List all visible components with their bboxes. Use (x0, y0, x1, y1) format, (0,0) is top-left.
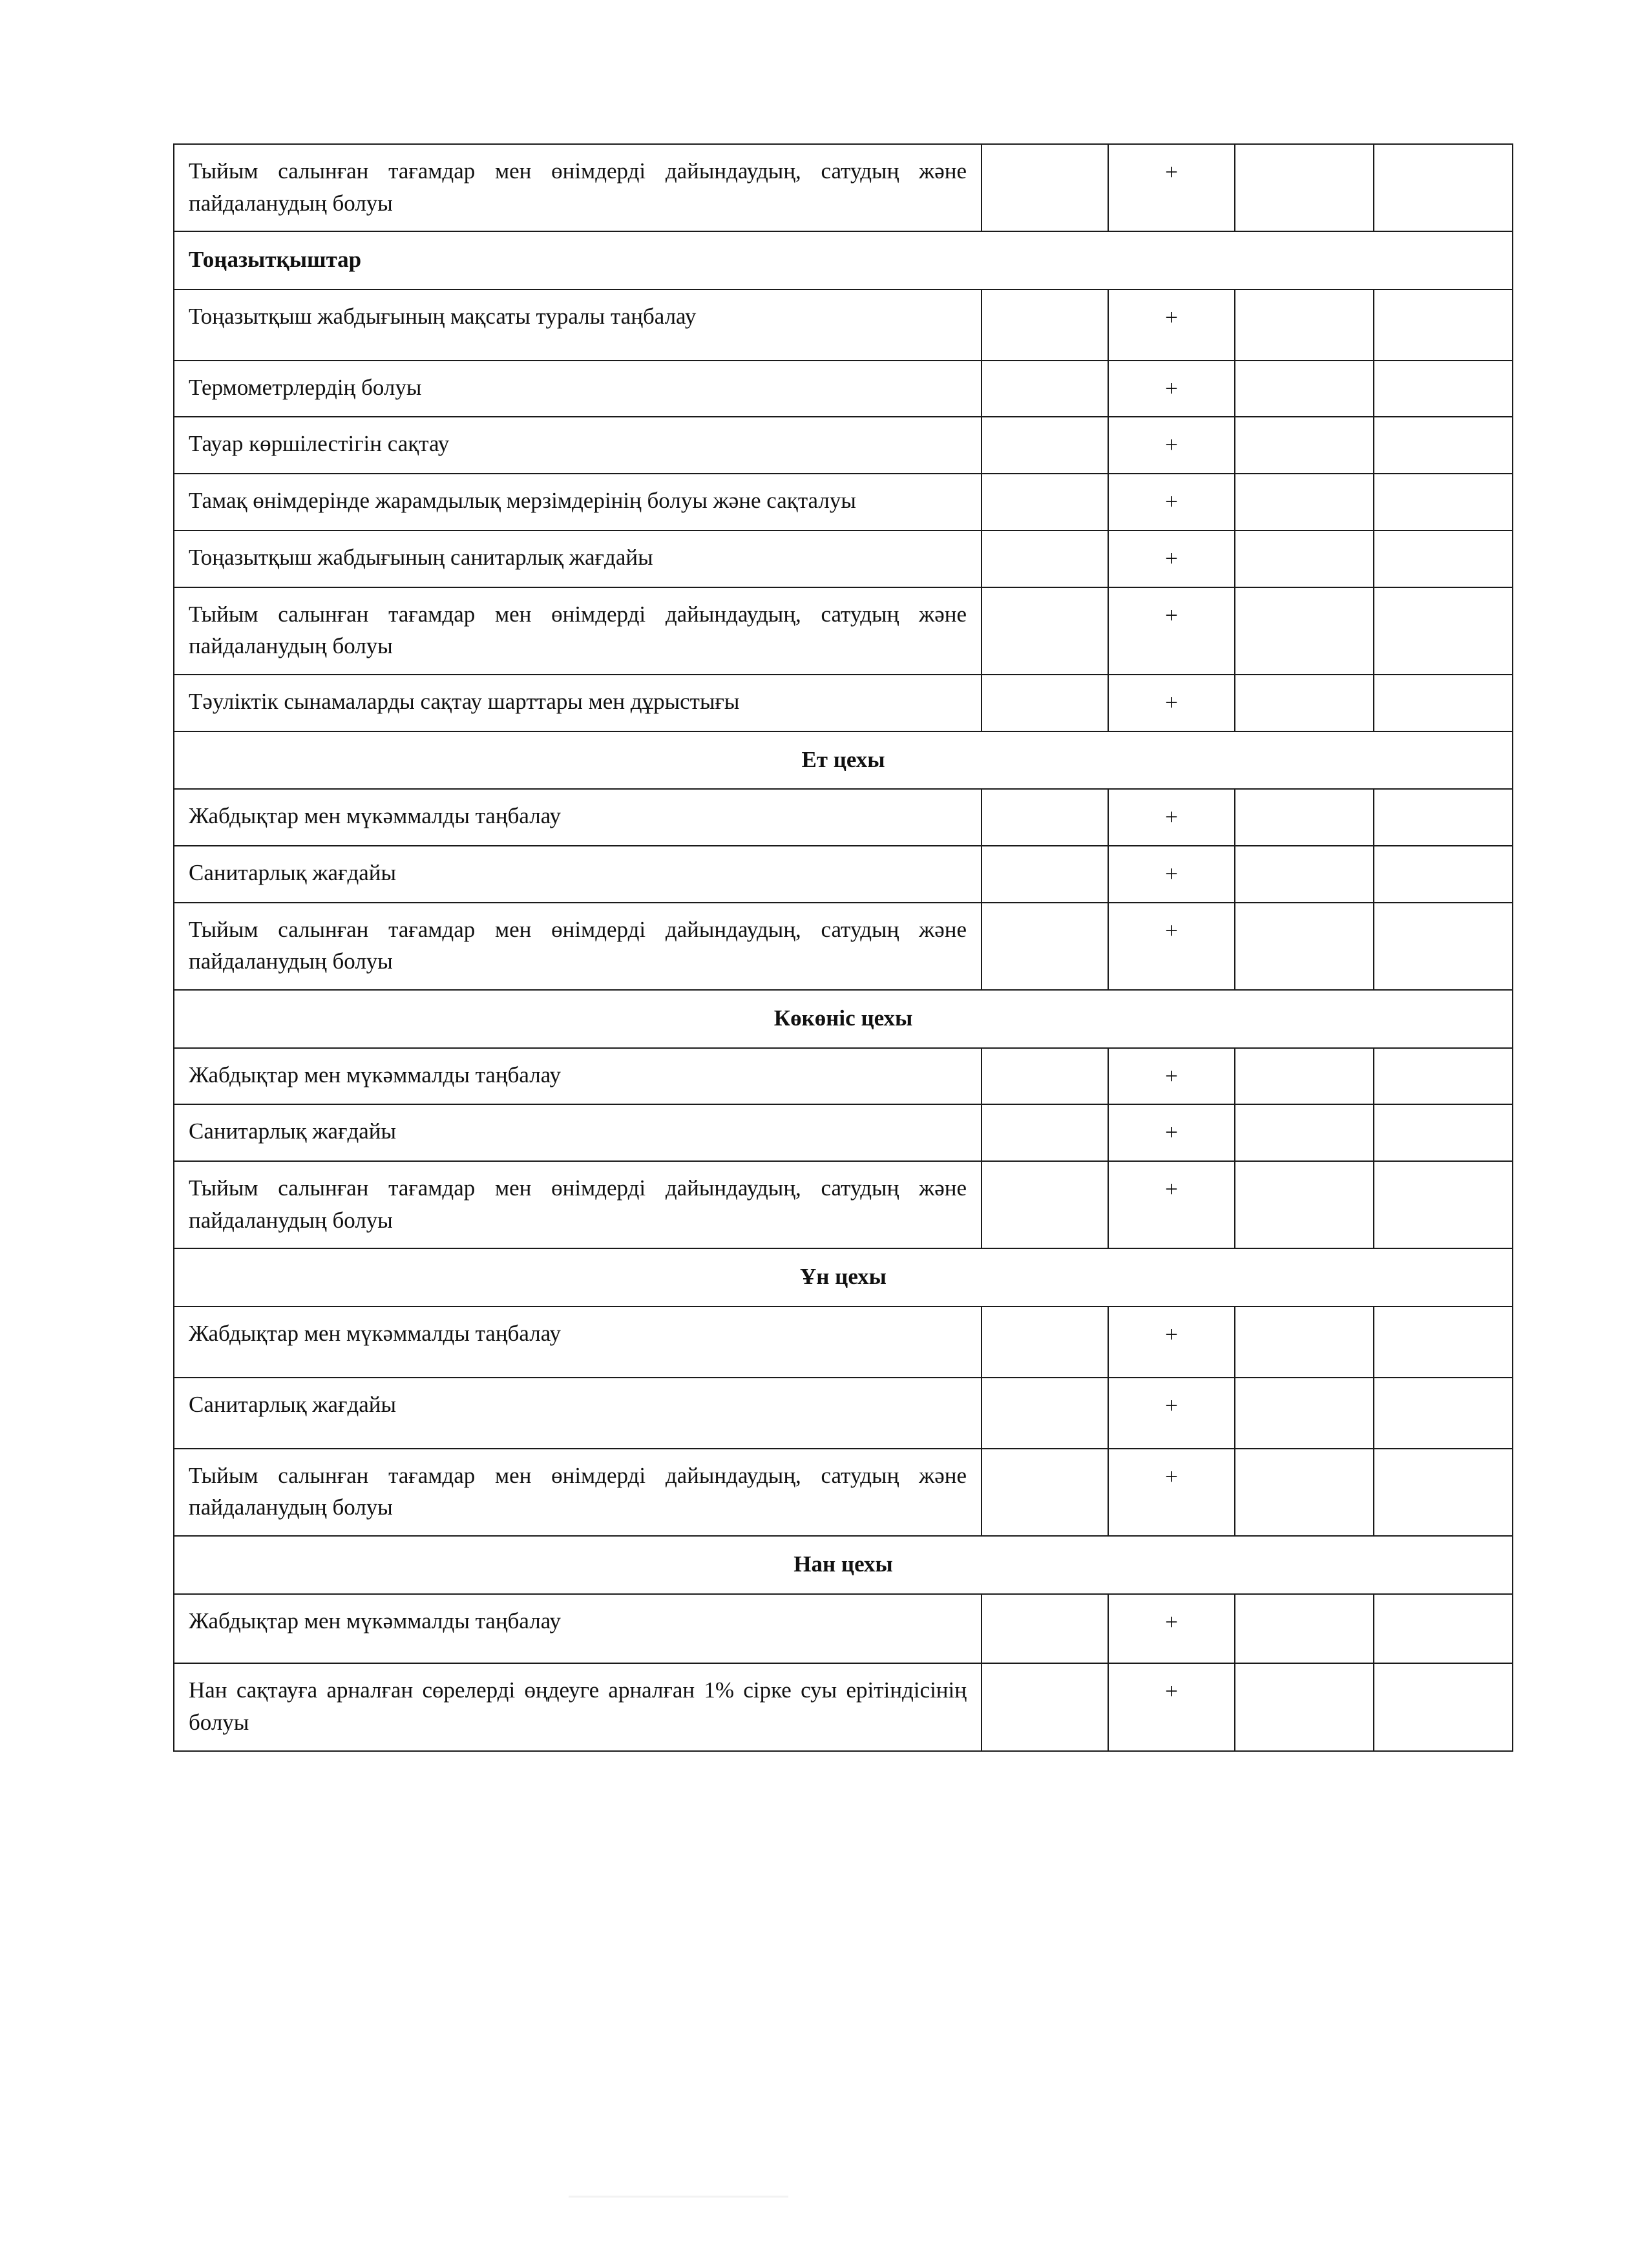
row-mark-1[interactable] (982, 1307, 1108, 1378)
row-mark-1[interactable] (982, 530, 1108, 587)
row-mark-4[interactable] (1374, 1161, 1513, 1248)
row-mark-4[interactable] (1374, 846, 1513, 903)
table-row (174, 675, 1513, 731)
row-mark-4[interactable] (1374, 1104, 1513, 1161)
row-mark-2[interactable]: + (1108, 361, 1235, 417)
table-row (174, 789, 1513, 846)
row-label: Тыйым салынған тағамдар мен өнімдерді дайындаудың, сатудың және пайдаланудың болуы (174, 144, 982, 231)
row-label: Тыйым салынған тағамдар мен өнімдерді дайындаудың, сатудың және пайдаланудың болуы (174, 1161, 982, 1248)
row-mark-1[interactable] (982, 675, 1108, 731)
row-mark-4[interactable] (1374, 675, 1513, 731)
row-mark-3[interactable] (1235, 1104, 1374, 1161)
row-mark-2[interactable]: + (1108, 144, 1235, 231)
inspection-table (173, 143, 1513, 1752)
row-mark-2[interactable]: + (1108, 675, 1235, 731)
row-mark-4[interactable] (1374, 1663, 1513, 1750)
row-mark-1[interactable] (982, 1449, 1108, 1536)
section-title: Тоңазытқыштар (174, 231, 1513, 289)
row-label: Термометрлердің болуы (174, 361, 982, 417)
row-label: Санитарлық жағдайы (174, 1104, 982, 1161)
row-mark-4[interactable] (1374, 1449, 1513, 1536)
table-row (174, 1104, 1513, 1161)
row-mark-3[interactable] (1235, 1161, 1374, 1248)
row-label: Нан сақтауға арналған сөрелерді өңдеуге арналған 1% сірке суы ерітіндісінің болуы (174, 1663, 982, 1750)
table-row (174, 1161, 1513, 1248)
row-mark-4[interactable] (1374, 289, 1513, 361)
table-row (174, 361, 1513, 417)
row-mark-2[interactable]: + (1108, 417, 1235, 474)
row-mark-2[interactable]: + (1108, 1048, 1235, 1105)
row-label: Жабдықтар мен мүкәммалды таңбалау (174, 789, 982, 846)
row-mark-1[interactable] (982, 289, 1108, 361)
row-mark-2[interactable]: + (1108, 1663, 1235, 1750)
row-mark-1[interactable] (982, 1104, 1108, 1161)
section-title: Ет цехы (174, 731, 1513, 790)
row-mark-3[interactable] (1235, 1378, 1374, 1449)
section-title: Нан цехы (174, 1536, 1513, 1594)
section-title: Көкөніс цехы (174, 990, 1513, 1048)
row-mark-3[interactable] (1235, 1307, 1374, 1378)
row-label: Жабдықтар мен мүкәммалды таңбалау (174, 1048, 982, 1105)
row-label: Тыйым салынған тағамдар мен өнімдерді дайындаудың, сатудың және пайдаланудың болуы (174, 587, 982, 675)
page-footer-artifact (569, 2196, 788, 2198)
table-row (174, 417, 1513, 474)
row-mark-3[interactable] (1235, 417, 1374, 474)
table-row (174, 1449, 1513, 1536)
row-mark-4[interactable] (1374, 1307, 1513, 1378)
row-mark-3[interactable] (1235, 530, 1374, 587)
row-label: Тыйым салынған тағамдар мен өнімдерді дайындаудың, сатудың және пайдаланудың болуы (174, 903, 982, 990)
row-mark-4[interactable] (1374, 474, 1513, 530)
row-mark-3[interactable] (1235, 144, 1374, 231)
row-mark-3[interactable] (1235, 361, 1374, 417)
table-body (174, 144, 1513, 1751)
row-mark-2[interactable]: + (1108, 587, 1235, 675)
table-section-row (174, 731, 1513, 790)
row-label: Тамақ өнімдерінде жарамдылық мерзімдерінің болуы және сақталуы (174, 474, 982, 530)
row-mark-3[interactable] (1235, 1663, 1374, 1750)
row-label: Жабдықтар мен мүкәммалды таңбалау (174, 1307, 982, 1378)
row-mark-4[interactable] (1374, 587, 1513, 675)
row-mark-2[interactable]: + (1108, 1307, 1235, 1378)
row-mark-3[interactable] (1235, 789, 1374, 846)
table-section-row (174, 231, 1513, 289)
row-mark-2[interactable]: + (1108, 1594, 1235, 1664)
row-label: Тоңазытқыш жабдығының санитарлық жағдайы (174, 530, 982, 587)
row-mark-2[interactable]: + (1108, 903, 1235, 990)
row-mark-4[interactable] (1374, 1594, 1513, 1664)
row-mark-2[interactable]: + (1108, 1449, 1235, 1536)
row-mark-3[interactable] (1235, 289, 1374, 361)
row-label: Жабдықтар мен мүкәммалды таңбалау (174, 1594, 982, 1664)
table-row (174, 1307, 1513, 1378)
row-mark-2[interactable]: + (1108, 474, 1235, 530)
table-row (174, 587, 1513, 675)
table-section-row (174, 1536, 1513, 1594)
table-row (174, 474, 1513, 530)
table-row (174, 1048, 1513, 1105)
row-mark-4[interactable] (1374, 1378, 1513, 1449)
row-mark-1[interactable] (982, 361, 1108, 417)
row-mark-2[interactable]: + (1108, 1161, 1235, 1248)
table-row (174, 846, 1513, 903)
row-mark-4[interactable] (1374, 530, 1513, 587)
table-row (174, 903, 1513, 990)
row-mark-1[interactable] (982, 144, 1108, 231)
row-mark-2[interactable]: + (1108, 789, 1235, 846)
row-mark-3[interactable] (1235, 1449, 1374, 1536)
row-label: Санитарлық жағдайы (174, 1378, 982, 1449)
row-label: Санитарлық жағдайы (174, 846, 982, 903)
table-section-row (174, 990, 1513, 1048)
row-mark-3[interactable] (1235, 903, 1374, 990)
row-mark-1[interactable] (982, 474, 1108, 530)
row-mark-2[interactable]: + (1108, 1104, 1235, 1161)
table-row (174, 289, 1513, 361)
row-label: Тоңазытқыш жабдығының мақсаты туралы таңбалау (174, 289, 982, 361)
row-mark-1[interactable] (982, 1663, 1108, 1750)
table-row (174, 530, 1513, 587)
row-mark-2[interactable]: + (1108, 289, 1235, 361)
row-mark-4[interactable] (1374, 903, 1513, 990)
row-mark-3[interactable] (1235, 474, 1374, 530)
row-mark-3[interactable] (1235, 1594, 1374, 1664)
row-mark-3[interactable] (1235, 846, 1374, 903)
row-mark-2[interactable]: + (1108, 530, 1235, 587)
row-mark-2[interactable]: + (1108, 846, 1235, 903)
row-label: Тыйым салынған тағамдар мен өнімдерді дайындаудың, сатудың және пайдаланудың болуы (174, 1449, 982, 1536)
row-label: Тауар көршілестігін сақтау (174, 417, 982, 474)
row-label: Тәуліктік сынамаларды сақтау шарттары мен дұрыстығы (174, 675, 982, 731)
row-mark-1[interactable] (982, 1378, 1108, 1449)
row-mark-1[interactable] (982, 417, 1108, 474)
row-mark-1[interactable] (982, 846, 1108, 903)
table-row (174, 1378, 1513, 1449)
row-mark-3[interactable] (1235, 675, 1374, 731)
table-row (174, 1594, 1513, 1664)
table-row (174, 144, 1513, 231)
row-mark-4[interactable] (1374, 789, 1513, 846)
row-mark-4[interactable] (1374, 1048, 1513, 1105)
row-mark-1[interactable] (982, 1594, 1108, 1664)
row-mark-1[interactable] (982, 1048, 1108, 1105)
row-mark-4[interactable] (1374, 361, 1513, 417)
table-section-row (174, 1248, 1513, 1307)
row-mark-4[interactable] (1374, 417, 1513, 474)
row-mark-1[interactable] (982, 587, 1108, 675)
row-mark-1[interactable] (982, 1161, 1108, 1248)
row-mark-1[interactable] (982, 903, 1108, 990)
table-row (174, 1663, 1513, 1750)
row-mark-4[interactable] (1374, 144, 1513, 231)
row-mark-3[interactable] (1235, 587, 1374, 675)
section-title: Ұн цехы (174, 1248, 1513, 1307)
row-mark-3[interactable] (1235, 1048, 1374, 1105)
row-mark-1[interactable] (982, 789, 1108, 846)
row-mark-2[interactable]: + (1108, 1378, 1235, 1449)
